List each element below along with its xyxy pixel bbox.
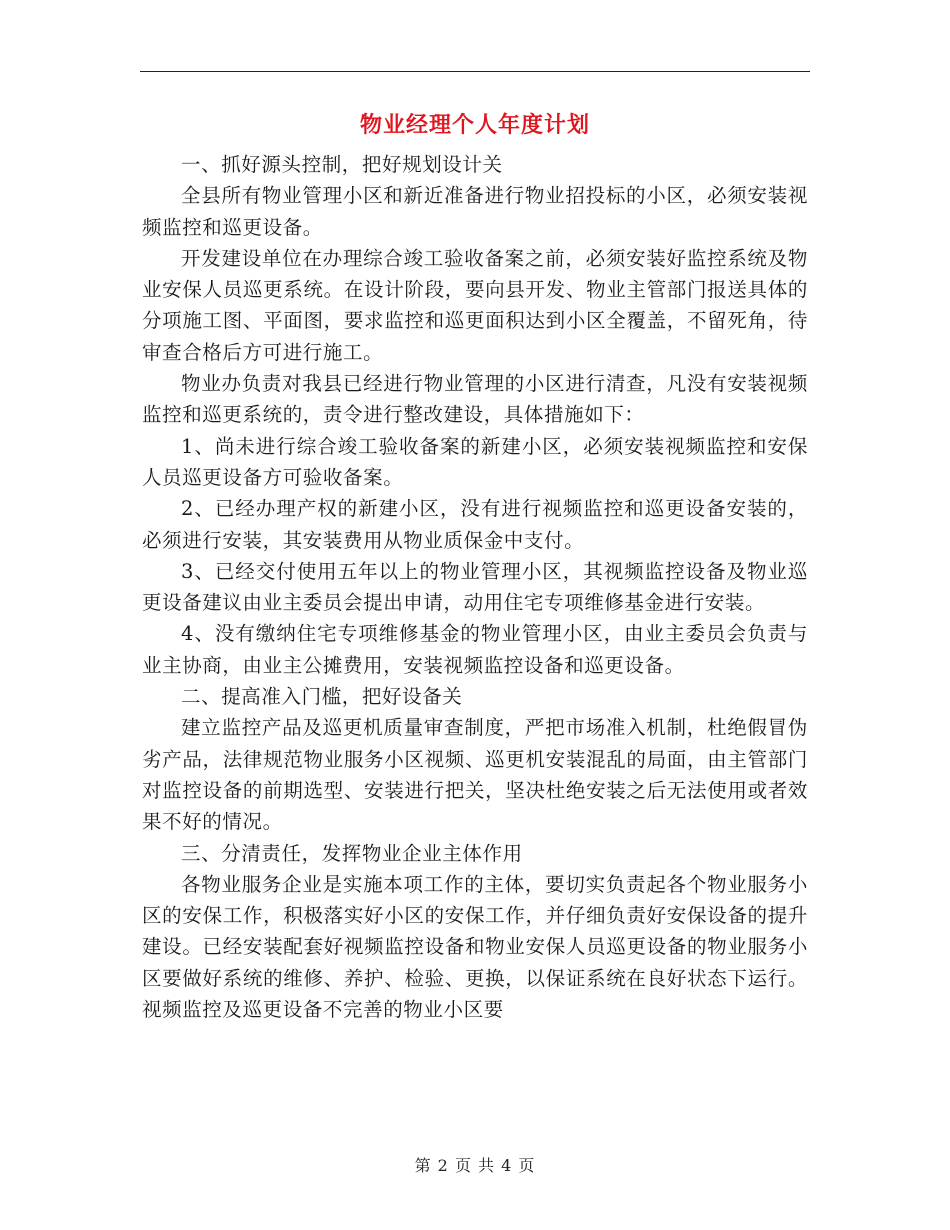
paragraph: 开发建设单位在办理综合竣工验收备案之前，必须安装好监控系统及物业安保人员巡更系统。在设计阶段，要向县开发、物业主管部门报送具体的分项施工图、平面图，要求监控和巡更面积达到小区全覆盖，不留死角，待审查合格后方可进行施工。	[142, 246, 808, 364]
page-footer: 第 2 页 共 4 页	[414, 1156, 536, 1175]
section-heading-2: 二、提高准入门槛，把好设备关	[181, 685, 463, 709]
paragraph: 各物业服务企业是实施本项工作的主体，要切实负责起各个物业服务小区的安保工作，积极落实好小区的安保工作，并仔细负责好安保设备的提升建设。已经安装配套好视频监控设备和物业安保人员巡更设备的物业服务小区要做好系统的维修、养护、检验、更换，以保证系统在良好状态下运行。视频监控及巡更设备不完善的物业小区要	[142, 872, 808, 1022]
section-heading-3: 三、分清责任，发挥物业企业主体作用	[181, 841, 523, 865]
list-item: 3、已经交付使用五年以上的物业管理小区，其视频监控设备及物业巡更设备建议由业主委员会提出申请，动用住宅专项维修基金进行安装。	[142, 559, 808, 615]
paragraph: 物业办负责对我县已经进行物业管理的小区进行清查，凡没有安装视频监控和巡更系统的，责令进行整改建设，具体措施如下：	[142, 372, 808, 427]
document-title: 物业经理个人年度计划	[359, 112, 590, 138]
header-rule	[140, 71, 810, 72]
paragraph: 建立监控产品及巡更机质量审查制度，严把市场准入机制，杜绝假冒伪劣产品，法律规范物业服务小区视频、巡更机安装混乱的局面，由主管部门对监控设备的前期选型、安装进行把关，坚决杜绝安装之后无法使用或者效果不好的情况。	[142, 716, 808, 834]
list-item: 2、已经办理产权的新建小区，没有进行视频监控和巡更设备安装的，必须进行安装，其安装费用从物业质保金中支付。	[142, 497, 808, 552]
list-item: 1、尚未进行综合竣工验收备案的新建小区，必须安装视频监控和安保人员巡更设备方可验收备案。	[142, 434, 808, 489]
section-heading-1: 一、抓好源头控制，把好规划设计关	[181, 153, 503, 176]
paragraph: 全县所有物业管理小区和新近准备进行物业招投标的小区，必须安装视频监控和巡更设备。	[142, 184, 808, 239]
document-body	[142, 149, 808, 1025]
list-item: 4、没有缴纳住宅专项维修基金的物业管理小区，由业主委员会负责与业主协商，由业主公摊费用，安装视频监控设备和巡更设备。	[142, 622, 808, 677]
